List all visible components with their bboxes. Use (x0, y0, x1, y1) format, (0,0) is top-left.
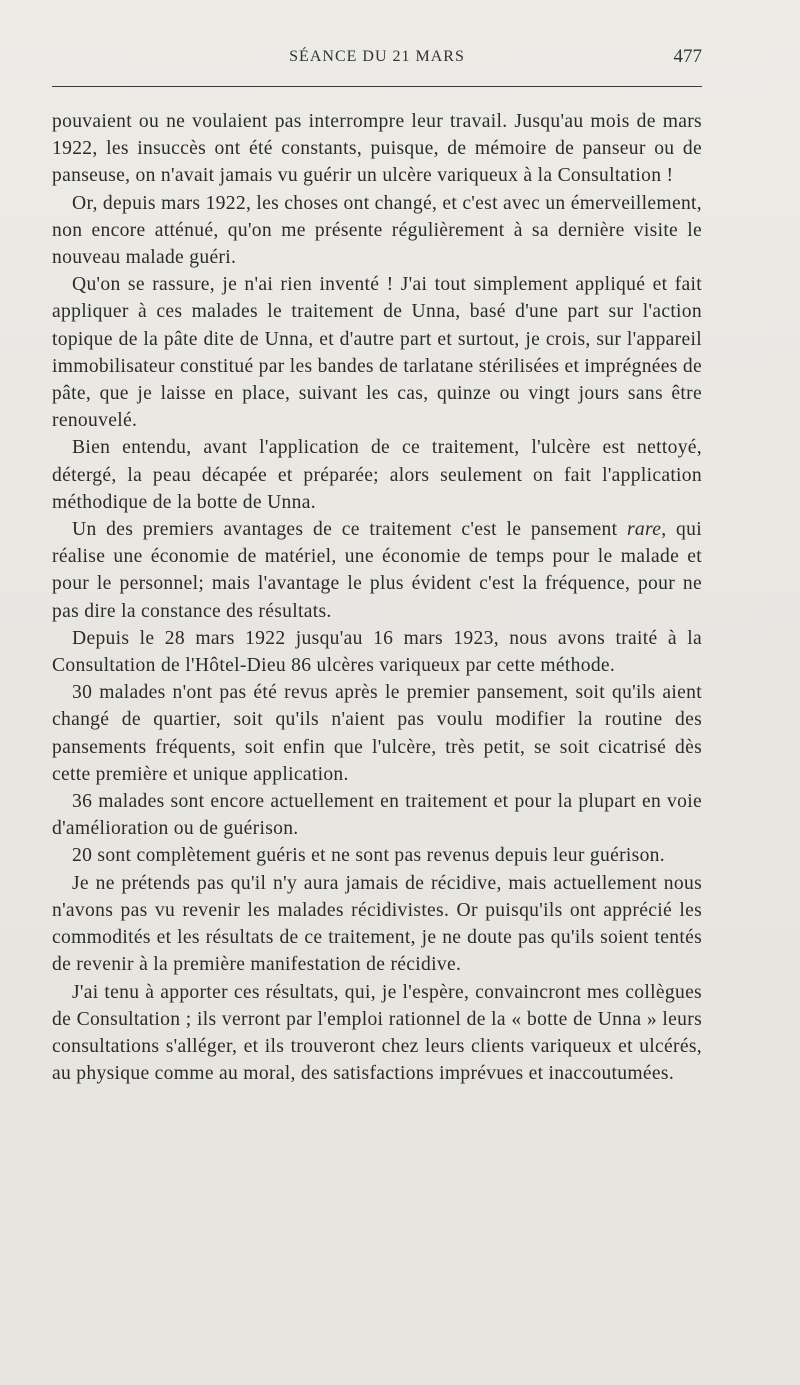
paragraph: pouvaient ou ne voulaient pas interrompre leur travail. Jusqu'au mois de mars 1922, les insuccès ont été constants, puisque, de mémoire de panseur ou de panseuse, on n'avait jamais vu guérir un ulcère variqueux à la Consultation ! (52, 111, 702, 187)
paragraph: Bien entendu, avant l'application de ce traitement, l'ulcère est nettoyé, détergé, la peau décapée et préparée; alors seulement on fait l'application méthodique de la botte de Unna. (52, 437, 702, 513)
italic-word: rare (627, 519, 662, 541)
paragraph-text: Un des premiers avantages de ce traitement c'est le pansement (72, 519, 627, 541)
paragraph: Je ne prétends pas qu'il n'y aura jamais de récidive, mais actuellement nous n'avons pas vu revenir les malades récidivistes. Or puisqu'ils ont apprécié les commodités et les résultats de ce traitement, je ne doute pas qu'ils soient tentés de revenir à la première manifestation de récidive. (52, 872, 702, 976)
page-number: 477 (673, 46, 702, 67)
running-title: SÉANCE DU 21 MARS (289, 48, 465, 65)
running-header (52, 44, 702, 74)
paragraph: Qu'on se rassure, je n'ai rien inventé ! J'ai tout simplement appliqué et fait appliquer à ces malades le traitement de Unna, basé d'une part sur l'action topique de la pâte dite de Unna, et d'autre part et surtout, je crois, sur l'appareil immobilisateur constitué par les bandes de tarlatane stérilisées et imprégnées de pâte, que je laisse en place, suivant les cas, quinze ou vingt jours sans être renouvelé. (52, 274, 702, 432)
paragraph: Or, depuis mars 1922, les choses ont changé, et c'est avec un émerveillement, non encore atténué, qu'on me présente régulièrement à sa dernière visite le nouveau malade guéri. (52, 192, 702, 269)
paragraph (52, 516, 702, 625)
paragraph-text: , qui réalise une économie de matériel, une économie de temps pour le malade et pour le personnel; mais l'avantage le plus évident c'est la fréquence, pour ne pas dire la constance des résultats. (52, 519, 702, 622)
header-rule (52, 86, 702, 87)
paragraph: 36 malades sont encore actuellement en traitement et pour la plupart en voie d'amélioration ou de guérison. (52, 791, 702, 840)
body-text (52, 108, 702, 1087)
paragraph: 30 malades n'ont pas été revus après le premier pansement, soit qu'ils aient changé de quartier, soit qu'ils n'aient pas voulu modifier la routine des pansements fréquents, soit enfin que l'ulcère, très petit, se soit cicatrisé dès cette première et unique application. (52, 682, 702, 785)
paragraph: Depuis le 28 mars 1922 jusqu'au 16 mars 1923, nous avons traité à la Consultation de l'Hôtel-Dieu 86 ulcères variqueux par cette méthode. (52, 627, 702, 677)
paragraph: 20 sont complètement guéris et ne sont pas revenus depuis leur guérison. (72, 845, 665, 867)
paragraph: J'ai tenu à apporter ces résultats, qui, je l'espère, convaincront mes collègues de Consultation ; ils verront par l'emploi rationnel de la « botte de Unna » leurs consultations s'alléger, et ils trouveront chez leurs clients variqueux et ulcérés, au physique comme au moral, des satisfactions imprévues et inaccoutumées. (52, 981, 702, 1085)
